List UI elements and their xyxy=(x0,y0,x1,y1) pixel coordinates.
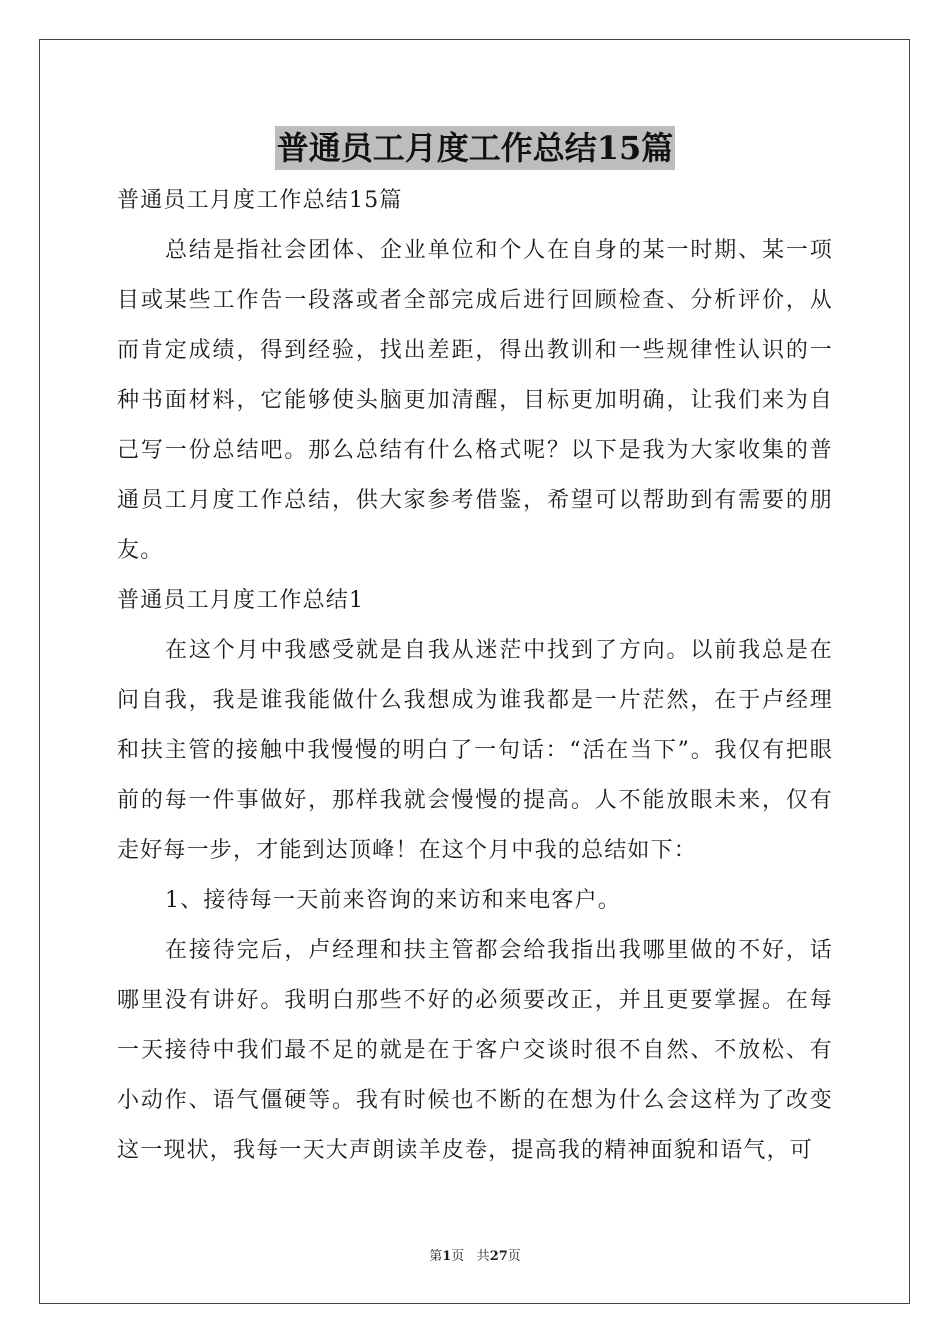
title-container xyxy=(0,126,950,170)
page-footer xyxy=(0,1245,950,1264)
paragraph-subtitle: 普通员工月度工作总结15篇 xyxy=(117,188,403,213)
footer-total-pages: 27 xyxy=(489,1249,508,1264)
paragraph-section1-intro: 在这个月中我感受就是自我从迷茫中找到了方向。以前我总是在问自我，我是谁我能做什么我想成为谁我都是一片茫然，在于卢经理和扶主管的接触中我慢慢的明白了一句话：“活在当下”。我仅有把眼前的每一件事做好，那样我就会慢慢的提高。人不能放眼未来，仅有走好每一步，才能到达顶峰！在这个月中我的总结如下： xyxy=(117,638,833,863)
footer-page-prefix: 第 xyxy=(429,1249,443,1264)
paragraph-intro: 总结是指社会团体、企业单位和个人在自身的某一时期、某一项目或某些工作告一段落或者全部完成后进行回顾检查、分析评价，从而肯定成绩，得到经验，找出差距，得出教训和一些规律性认识的一种书面材料，它能够使头脑更加清醒，目标更加明确，让我们来为自己写一份总结吧。那么总结有什么格式呢？以下是我为大家收集的普通员工月度工作总结，供大家参考借鉴，希望可以帮助到有需要的朋友。 xyxy=(117,238,833,563)
footer-page-suffix: 页 xyxy=(451,1249,465,1264)
paragraph-reception: 在接待完后，卢经理和扶主管都会给我指出我哪里做的不好，话哪里没有讲好。我明白那些不好的必须要改正，并且更要掌握。在每一天接待中我们最不足的就是在于客户交谈时很不自然、不放松、有小动作、语气僵硬等。我有时候也不断的在想为什么会这样为了改变这一现状，我每一天大声朗读羊皮卷，提高我的精神面貌和语气，可 xyxy=(117,938,833,1163)
footer-total-suffix: 页 xyxy=(507,1249,521,1264)
footer-total-prefix: 共 xyxy=(476,1249,490,1264)
document-body xyxy=(117,176,833,1176)
section-heading-1: 普通员工月度工作总结1 xyxy=(117,588,365,613)
document-title: 普通员工月度工作总结15篇 xyxy=(275,126,676,170)
footer-page-number: 1 xyxy=(442,1249,452,1264)
paragraph-list-item-1: 1、接待每一天前来咨询的来访和来电客户。 xyxy=(165,888,621,913)
